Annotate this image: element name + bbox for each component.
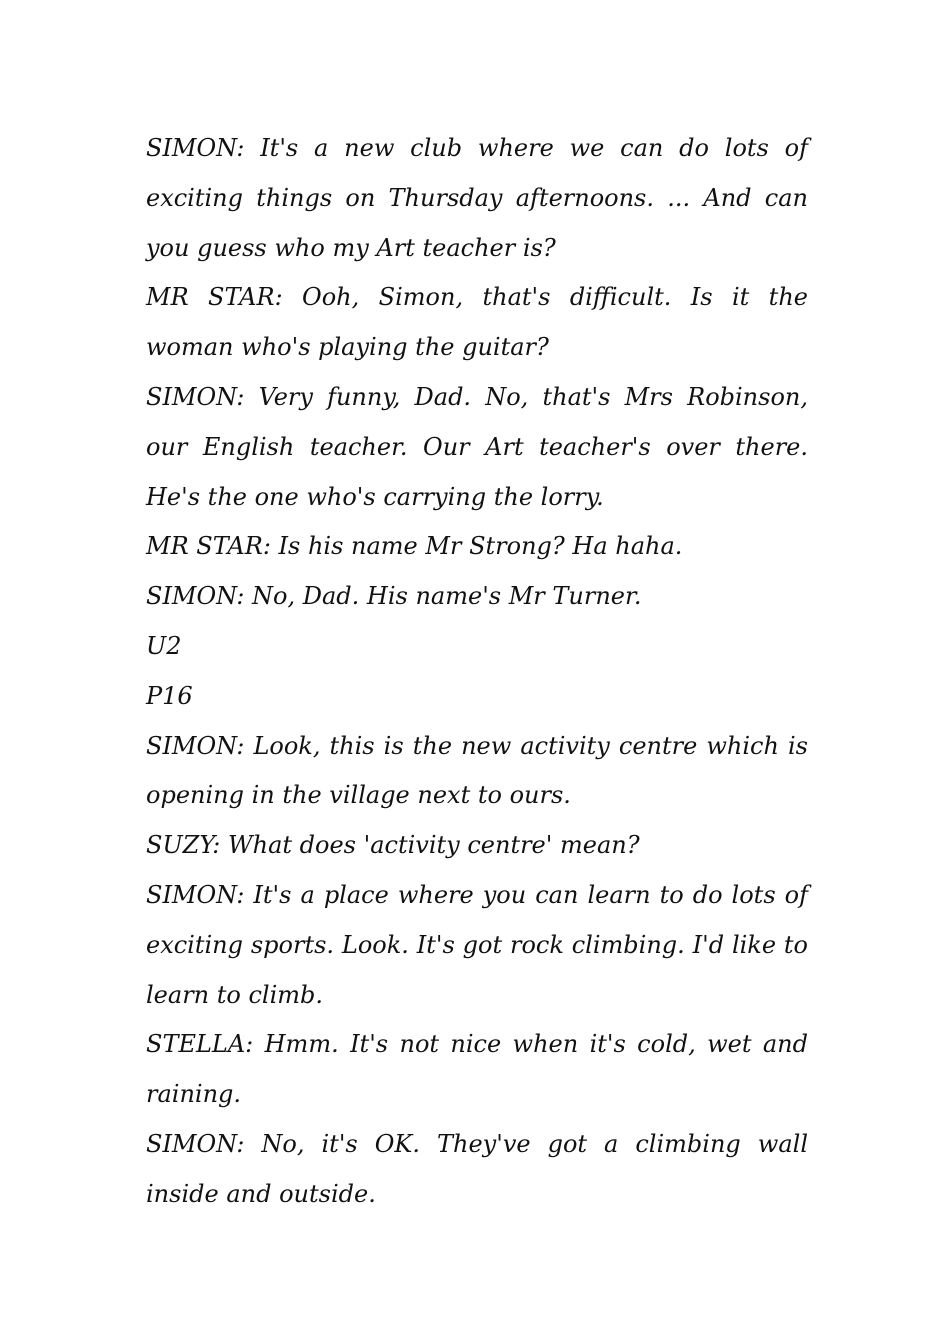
dialogue-line-simon-turner: SIMON: No, Dad. His name's Mr Turner. (146, 582, 642, 611)
dialogue-line-stella-weather: STELLA: Hmm. It's not nice when it's cold, wet and raining. (146, 1030, 808, 1109)
dialogue-line-simon-activity-centre: SIMON: Look, this is the new activity centre which is opening in the village next to ours. (146, 731, 808, 810)
dialogue-line-simon-climbing-wall: SIMON: No, it's OK. They've got a climbing wall inside and outside. (146, 1129, 808, 1208)
dialogue-line-simon-art-teacher: SIMON: Very funny, Dad. No, that's Mrs Robinson, our English teacher. Our Art teacher's over there. He's the one who's carrying the lorry. (146, 382, 808, 511)
page-label: P16 (146, 681, 193, 710)
dialogue-line-mr-star-guitar: MR STAR: Ooh, Simon, that's difficult. Is it the woman who's playing the guitar? (146, 283, 808, 362)
dialogue-line-simon-climbing: SIMON: It's a place where you can learn to do lots of exciting sports. Look. It's got rock climbing. I'd like to learn to climb. (146, 880, 808, 1009)
dialogue-line-simon-new-club: SIMON: It's a new club where we can do lots of exciting things on Thursday afternoons. ... And can you guess who my Art teacher is? (146, 134, 808, 262)
unit-label: U2 (146, 631, 182, 660)
document-page (146, 124, 808, 1220)
dialogue-line-mr-star-strong: MR STAR: Is his name Mr Strong? Ha haha. (146, 532, 683, 561)
dialogue-line-suzy-question: SUZY: What does 'activity centre' mean? (146, 831, 640, 860)
